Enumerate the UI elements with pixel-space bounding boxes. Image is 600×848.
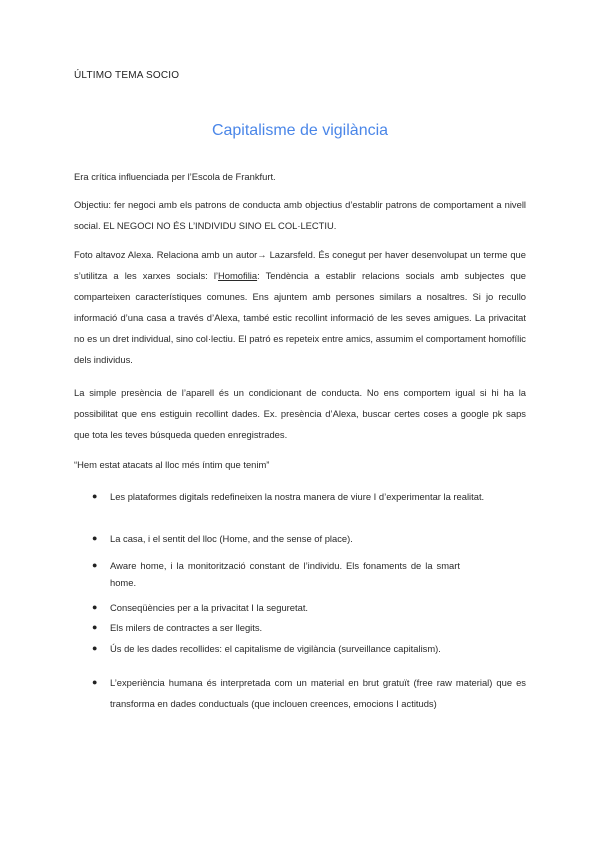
paragraph-intro: Era crítica influenciada per l’Escola de Frankfurt. (74, 171, 276, 182)
list-item: ● Ús de les dades recollides: el capitalisme de vigilància (surveillance capitalism). (92, 640, 526, 657)
bullet-icon: ● (92, 643, 98, 653)
paragraph-quote: “Hem estat atacats al lloc més íntim que tenim” (74, 459, 270, 470)
bullet-icon: ● (92, 560, 98, 570)
paragraph-objective: Objectiu: fer negoci amb els patrons de conducta amb objectius d’establir patrons de comportament a nivell social. EL NEGOCI NO ÉS L’INDIVIDU SINO EL COL·LECTIU. (74, 199, 526, 231)
paragraph-presence: La simple presència de l’aparell és un condicionant de conducta. No ens comportem igual si hi ha la possibilitat que ens estiguin recollint dades. Ex. presència d’Alexa, buscar certes coses a google pk saps que tota les teves búsqueda queden enregistrades. (74, 387, 526, 440)
paragraph-alexa (74, 244, 526, 370)
document-header: ÚLTIMO TEMA SOCIO (74, 70, 180, 81)
list-item: ● Els milers de contractes a ser llegits. (92, 619, 526, 636)
list-item: ● Conseqüències per a la privacitat I la seguretat. (92, 599, 526, 616)
bullet-icon: ● (92, 622, 98, 632)
bullet-icon: ● (92, 602, 98, 612)
bullet-icon: ● (92, 533, 98, 543)
paragraph-alexa-text-1: Foto altavoz Alexa. Relaciona amb un autor→ Lazarsfeld. És conegut per haver desenvolupat un terme que s’utilitza a les xarxes socials: l’ (74, 249, 526, 281)
paragraph-alexa-text-2: : Tendència a establir relacions socials amb subjectes que comparteixen característiques comunes. Ens ajuntem amb persones similars a nosaltres. Si jo recullo informació d’una casa a través d’Alexa, també estic recollint informació de les seves amigues. La privacitat no es un dret individual, sino col·lectiu. El patró es repeteix entre amics, assumim el comportament homofílic dels individus. (74, 270, 527, 365)
list-item: ● Les plataformes digitals redefineixen la nostra manera de viure I d’experimentar la realitat. (92, 488, 526, 505)
bullet-icon: ● (92, 677, 98, 687)
homofilia-term: Homofilia (218, 270, 258, 281)
list-item: ● Aware home, i la monitorització constant de l’individu. Els fonaments de la smart home. (92, 557, 526, 591)
list-item: ● La casa, i el sentit del lloc (Home, and the sense of place). (92, 530, 526, 547)
document-title: Capitalisme de vigilància (211, 122, 389, 139)
list-item: ● L’experiència humana és interpretada com un material en brut gratuït (free raw material) que es transforma en dades conductuals (que inclouen creences, emocions I actituds) (92, 672, 526, 714)
bullet-icon: ● (92, 491, 98, 501)
